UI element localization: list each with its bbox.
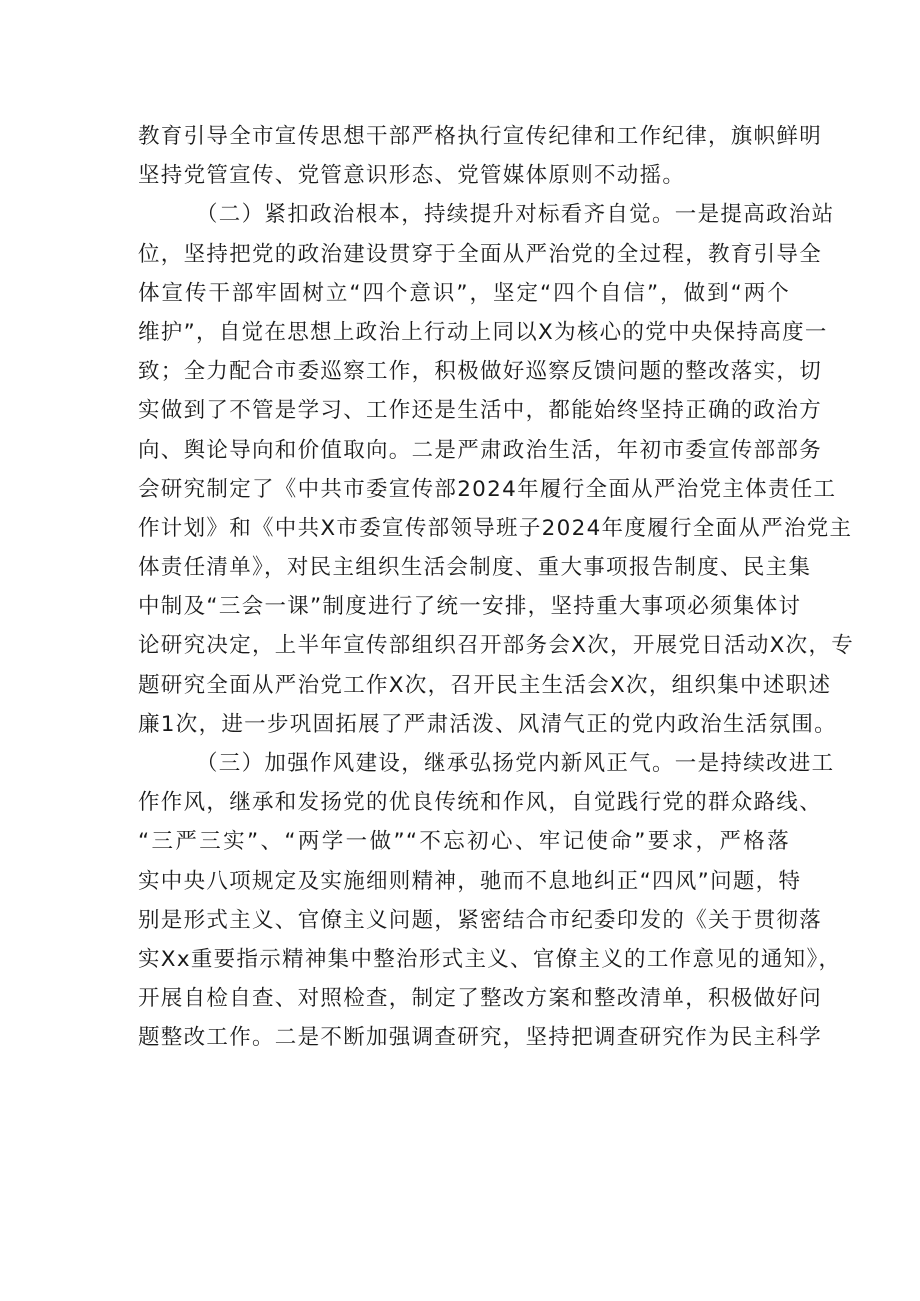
text-line: 题整改工作。二是不断加强调查研究，坚持把调查研究作为民主科学 [138,1025,823,1051]
text-line: 实做到了不管是学习、工作还是生活中，都能始终坚持正确的政治方 [138,398,823,424]
text-line: “三严三实”、“两学一做”“不忘初心、牢记使命”要求，严格落 [138,829,790,855]
text-line: 实Xx重要指示精神集中整治形式主义、官僚主义的工作意见的通知》， [138,946,842,972]
section-heading-line: （三）加强作风建设，继承弘扬党内新风正气。一是持续改进工 [196,751,835,776]
text-line: 廉1次，进一步巩固拓展了严肃活泼、风清气正的党内政治生活氛围。 [138,711,837,737]
text-line: 中制及“三会一课”制度进行了统一安排，坚持重大事项必须集体讨 [138,594,802,620]
text-line: 会研究制定了《中共市委宣传部2024年履行全面从严治党主体责任工 [138,476,837,502]
text-line: 维护”，自觉在思想上政治上行动上同以X为核心的党中央保持高度一 [138,319,828,345]
text-line: 教育引导全市宣传思想干部严格执行宣传纪律和工作纪律，旗帜鲜明 [138,124,823,149]
text-line: 开展自检自查、对照检查，制定了整改方案和整改清单，积极做好问 [138,986,823,1012]
section-heading-line: （二）紧扣政治根本，持续提升对标看齐自觉。一是提高政治站 [196,202,835,228]
text-line: 题研究全面从严治党工作X次，召开民主生活会X次，组织集中述职述 [138,672,832,698]
text-line: 体宣传干部牢固树立“四个意识”，坚定“四个自信”，做到“两个 [138,280,790,306]
text-line: 实中央八项规定及实施细则精神，驰而不息地纠正“四风”问题，特 [138,868,802,894]
text-line: 位，坚持把党的政治建设贯穿于全面从严治党的全过程，教育引导全 [138,241,823,267]
body-text [138,117,855,1058]
text-line: 别是形式主义、官僚主义问题，紧密结合市纪委印发的《关于贯彻落 [138,907,823,933]
text-line: 致；全力配合市委巡察工作，积极做好巡察反馈问题的整改落实，切 [138,359,823,385]
text-line: 作作风，继承和发扬党的优良传统和作风，自觉践行党的群众路线、 [138,790,823,816]
text-line: 体责任清单》，对民主组织生活会制度、重大事项报告制度、民主集 [138,555,812,581]
text-line: 坚持党管宣传、党管意识形态、党管媒体原则不动摇。 [138,163,686,189]
text-line: 论研究决定，上半年宣传部组织召开部务会X次，开展党日活动X次，专 [138,633,855,659]
text-line: 向、舆论导向和价值取向。二是严肃政治生活，年初市委宣传部部务 [138,437,823,463]
text-line: 作计划》和《中共X市委宣传部领导班子2024年度履行全面从严治党主 [138,515,853,541]
